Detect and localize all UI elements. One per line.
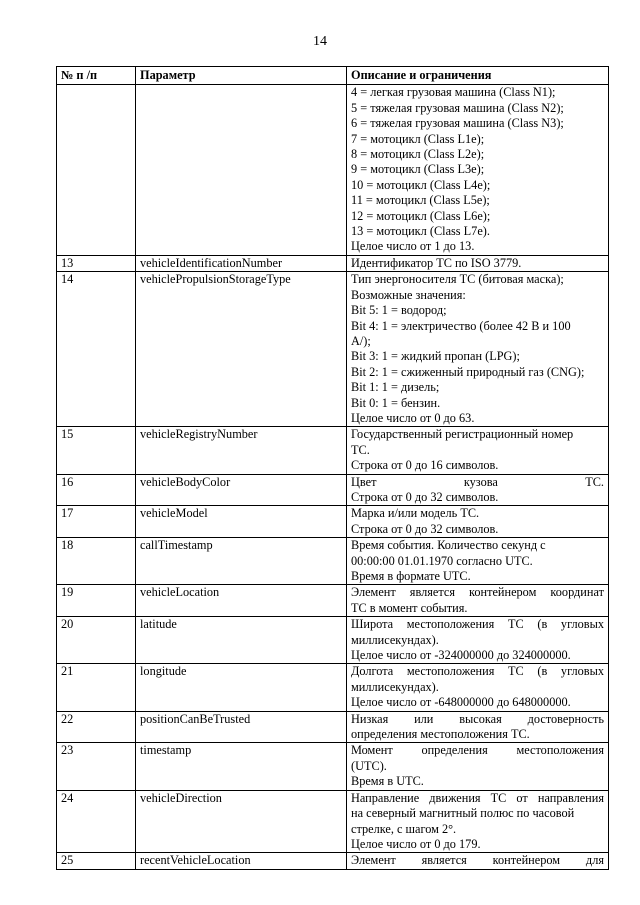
table-row [57,85,609,255]
description-line: Широта местоположения ТС (в угловых [351,617,604,632]
table-row [57,664,609,711]
description-line: Низкая или высокая достоверность [351,711,604,726]
row-number: 13 [57,255,136,271]
description-line: миллисекундах). [351,679,439,694]
row-number [57,85,136,255]
description-line: 9 = мотоцикл (Class L3e); [351,162,485,177]
row-description [347,427,609,474]
row-number: 14 [57,272,136,427]
row-number: 19 [57,585,136,617]
description-line: 13 = мотоцикл (Class L7e). [351,224,490,239]
row-parameter: latitude [136,617,347,664]
table-row [57,853,609,869]
row-description [347,474,609,506]
table-row [57,272,609,427]
description-line: Целое число от -648000000 до 648000000. [351,695,571,710]
row-description [347,664,609,711]
table-row [57,538,609,585]
description-line: Цвет кузова ТС. [351,474,604,489]
description-line: Элемент является контейнером для [351,853,604,868]
row-description [347,538,609,585]
row-parameter: vehicleDirection [136,790,347,853]
table-header-row [57,67,609,85]
row-description [347,790,609,853]
row-description [347,85,609,255]
row-parameter: callTimestamp [136,538,347,585]
table-row [57,427,609,474]
table-row [57,585,609,617]
description-line: Bit 4: 1 = электричество (более 42 В и 100 [351,318,571,333]
row-description [347,617,609,664]
description-line: 5 = тяжелая грузовая машина (Class N2); [351,100,564,115]
description-line: Bit 1: 1 = дизель; [351,380,440,395]
table-row [57,474,609,506]
row-description [347,853,609,869]
row-parameter: vehicleLocation [136,585,347,617]
description-line: Время в UTC. [351,774,424,789]
description-line: Целое число от 0 до 63. [351,410,475,425]
row-parameter: vehicleBodyColor [136,474,347,506]
row-number: 17 [57,506,136,538]
description-line: Направление движения ТС от направления [351,790,604,805]
description-line: Строка от 0 до 32 символов. [351,489,499,504]
row-parameter: vehicleIdentificationNumber [136,255,347,271]
description-line: 8 = мотоцикл (Class L2e); [351,147,485,162]
row-number: 22 [57,711,136,743]
description-line: Возможные значения: [351,287,466,302]
description-line: 11 = мотоцикл (Class L5e); [351,193,490,208]
header-parameter: Параметр [136,67,347,85]
row-parameter: vehicleRegistryNumber [136,427,347,474]
row-parameter: vehiclePropulsionStorageType [136,272,347,427]
description-line: ТС в момент события. [351,600,468,615]
parameters-table [56,66,609,870]
description-line: определения местоположения ТС. [351,727,530,742]
description-line: на северный магнитный полюс по часовой [351,806,575,821]
row-parameter: longitude [136,664,347,711]
table-row [57,255,609,271]
row-number: 24 [57,790,136,853]
description-line: Тип энергоносителя ТС (битовая маска); [351,272,564,287]
description-line: 7 = мотоцикл (Class L1e); [351,131,485,146]
table-row [57,711,609,743]
description-line: Целое число от -324000000 до 324000000. [351,648,571,663]
description-line: 4 = легкая грузовая машина (Class N1); [351,85,556,100]
description-line: Время события. Количество секунд с [351,538,546,553]
row-parameter: timestamp [136,743,347,790]
row-parameter: positionCanBeTrusted [136,711,347,743]
row-description [347,585,609,617]
table-row [57,790,609,853]
description-line: Долгота местоположения ТС (в угловых [351,664,604,679]
row-parameter [136,85,347,255]
row-number: 25 [57,853,136,869]
description-line: Идентификатор ТС по ISO 3779. [351,255,522,270]
description-line: Время в формате UTC. [351,569,471,583]
description-line: 12 = мотоцикл (Class L6e); [351,208,491,223]
description-line: миллисекундах). [351,632,439,647]
description-line: Bit 0: 1 = бензин. [351,395,441,410]
page-number: 14 [313,34,327,49]
description-line: ТС. [351,442,370,457]
description-line: Момент определения местоположения [351,743,604,758]
description-line: Bit 3: 1 = жидкий пропан (LPG); [351,349,520,364]
description-line: стрелке, с шагом 2°. [351,821,457,836]
description-line: Строка от 0 до 32 символов. [351,521,499,536]
table-row [57,506,609,538]
row-description [347,711,609,743]
row-parameter: vehicleModel [136,506,347,538]
row-description [347,255,609,271]
description-line: Марка и/или модель ТС. [351,506,480,521]
row-number: 18 [57,538,136,585]
description-line: Целое число от 0 до 179. [351,836,481,851]
table-row [57,617,609,664]
table-row [57,743,609,790]
row-number: 20 [57,617,136,664]
row-number: 21 [57,664,136,711]
row-number: 23 [57,743,136,790]
row-parameter: recentVehicleLocation [136,853,347,869]
description-line: Bit 2: 1 = сжиженный природный газ (CNG); [351,364,585,379]
row-description [347,272,609,427]
row-number: 16 [57,474,136,506]
description-line: А/); [351,333,371,348]
description-line: 10 = мотоцикл (Class L4e); [351,177,491,192]
description-line: Bit 5: 1 = водород; [351,303,447,318]
header-number: № п /п [57,67,136,85]
row-description [347,743,609,790]
description-line: Целое число от 1 до 13. [351,239,475,254]
description-line: (UTC). [351,758,387,773]
description-line: Государственный регистрационный номер [351,427,574,442]
table-body [57,85,609,869]
header-description: Описание и ограничения [347,67,609,85]
description-line: Элемент является контейнером координат [351,585,604,600]
description-line: 00:00:00 01.01.1970 согласно UTC. [351,553,533,568]
row-number: 15 [57,427,136,474]
description-line: 6 = тяжелая грузовая машина (Class N3); [351,116,564,131]
row-description [347,506,609,538]
description-line: Строка от 0 до 16 символов. [351,458,499,473]
